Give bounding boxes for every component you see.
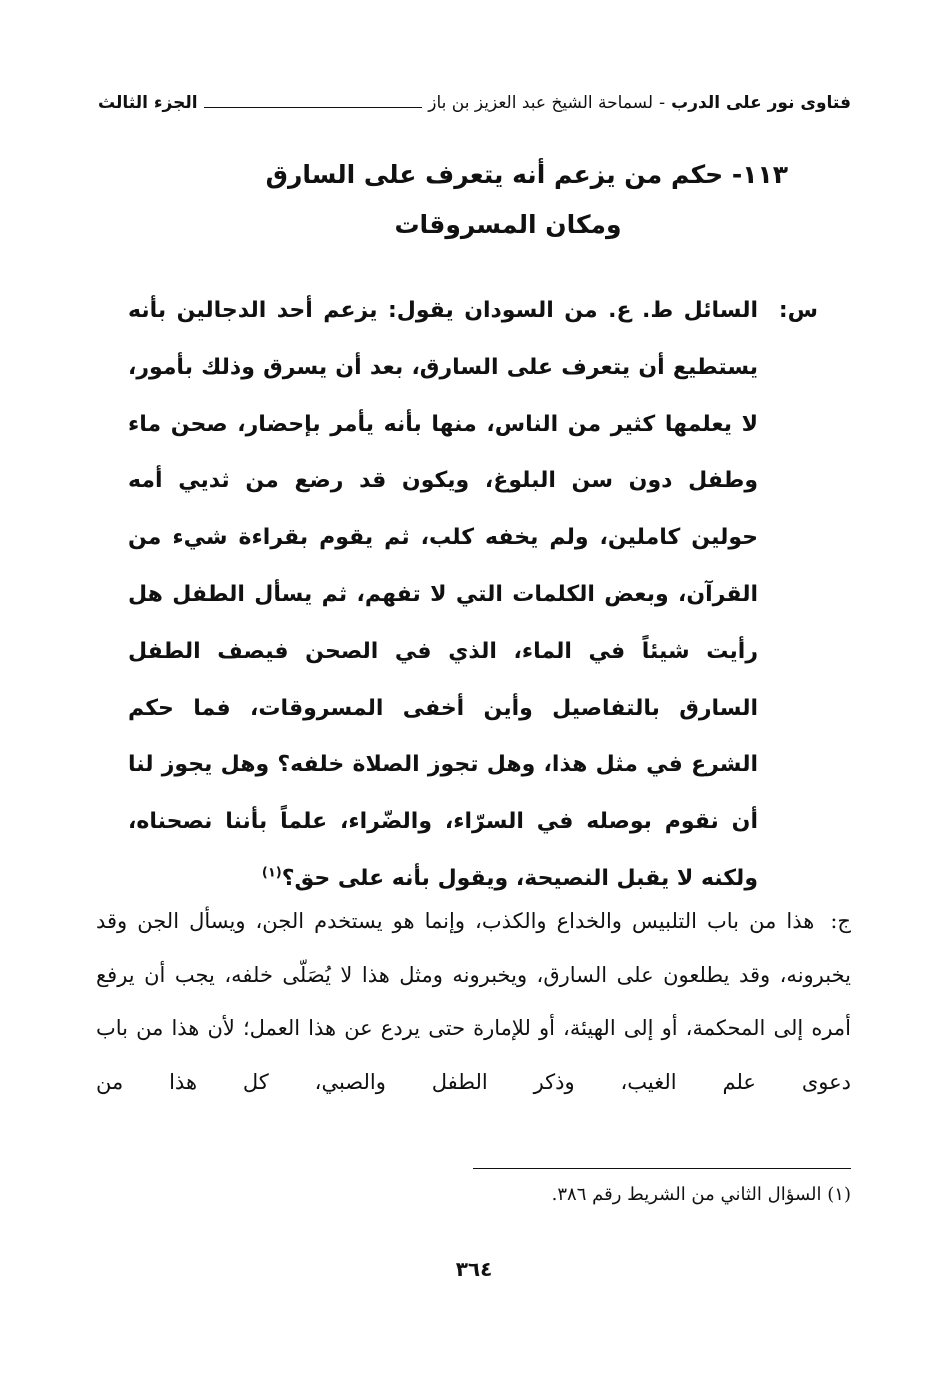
footnote-divider [473, 1168, 851, 1169]
fatwa-title [148, 150, 788, 250]
question-prefix: س: [778, 298, 818, 323]
answer-text: هذا من باب التلبيس والخداع والكذب، وإنما هو يستخدم الجن، ويسأل الجن وقد يخبرونه، وقد يطلعون على السارق، ويخبرونه ومثل هذا لا يُصَلّى خلفه، يجب أن يرفع أمره إلى المحكمة، أو إلى الهيئة، أو للإمارة حتى يردع عن هذا العمل؛ لأن هذا من باب دعوى علم الغيب، وذكر الطفل والصبي، كل هذا من [96, 909, 851, 1094]
title-line-2: ومكان المسروقات [394, 210, 622, 239]
header-author: لسماحة الشيخ عبد العزيز بن باز [428, 93, 654, 113]
answer-prefix: ج: [830, 909, 851, 933]
running-header [98, 86, 851, 120]
header-rule [204, 107, 423, 108]
header-separator: - [659, 93, 666, 113]
answer-block [96, 895, 851, 1109]
question-block [128, 283, 818, 908]
header-book-title: فتاوى نور على الدرب [671, 93, 851, 113]
footnote-reference[interactable]: (١) [261, 865, 282, 881]
page-number: ٣٦٤ [455, 1257, 493, 1281]
question-text-wrap [128, 283, 758, 908]
footnote: (١) السؤال الثاني من الشريط رقم ٣٨٦. [551, 1184, 851, 1205]
header-volume: الجزء الثالث [98, 93, 198, 113]
question-text: السائل ط. ع. من السودان يقول: يزعم أحد الدجالين بأنه يستطيع أن يتعرف على السارق، بعد أن يسرق وذلك بأمور، لا يعلمها كثير من الناس، منها بأنه يأمر بإحضار، صحن ماء وطفل دون سن البلوغ، ويكون قد رضع من ثديي أمه حولين كاملين، ولم يخفه كلب، ثم يقوم بقراءة شيء من القرآن، وبعض الكلمات التي لا تفهم، ثم يسأل الطفل هل رأيت شيئاً في الماء، الذي في الصحن فيصف الطفل السارق بالتفاصيل وأين أخفى المسروقات، فما حكم الشرع في مثل هذا، وهل تجوز الصلاة خلفه؟ وهل يجوز لنا أن نقوم بوصله في السرّاء، والضّراء، علماً بأننا نصحناه، ولكنه لا يقبل النصيحة، ويقول بأنه على حق؟ [128, 298, 758, 891]
title-line-1: ١١٣- حكم من يزعم أنه يتعرف على السارق [265, 160, 788, 189]
